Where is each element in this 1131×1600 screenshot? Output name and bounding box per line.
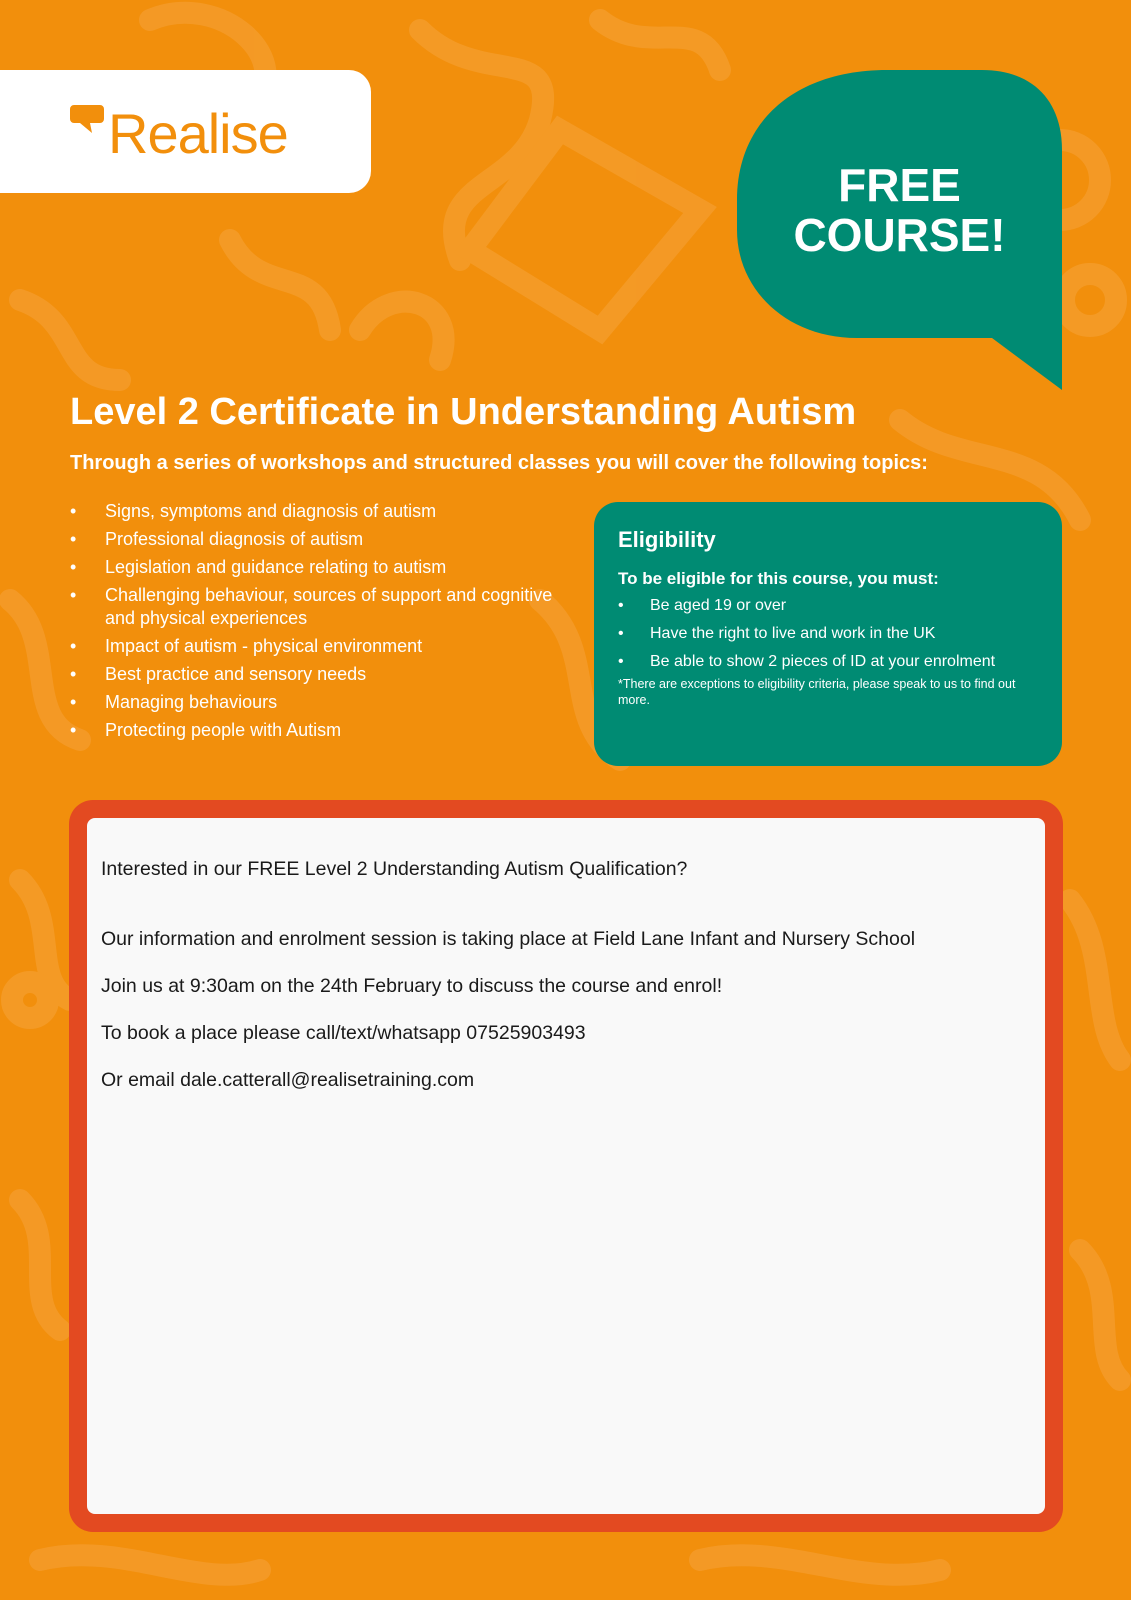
info-intro: Interested in our FREE Level 2 Understanding Autism Qualification? <box>101 858 688 880</box>
eligibility-lead: To be eligible for this course, you must: <box>618 569 939 588</box>
info-phone: To book a place please call/text/whatsapp 07525903493 <box>101 1022 586 1044</box>
topic-item: • Challenging behaviour, sources of support and cognitive and physical experiences <box>70 584 560 630</box>
eligibility-criterion: • Be aged 19 or over <box>618 596 1038 616</box>
topic-item: • Protecting people with Autism <box>70 719 560 742</box>
info-location: Our information and enrolment session is taking place at Field Lane Infant and Nursery School <box>101 928 916 950</box>
eligibility-criteria-list <box>618 596 1038 672</box>
eligibility-title: Eligibility <box>618 527 716 552</box>
topic-item: • Managing behaviours <box>70 691 560 714</box>
eligibility-criterion: • Be able to show 2 pieces of ID at your enrolment <box>618 652 1038 672</box>
badge-line-2: COURSE! <box>793 209 1006 261</box>
info-email: Or email dale.catterall@realisetraining.com <box>101 1069 475 1091</box>
topics-list <box>70 500 560 747</box>
brand-logo: Realise <box>108 102 288 165</box>
topic-item: • Best practice and sensory needs <box>70 663 560 686</box>
speech-bubble-logo-icon <box>70 105 104 133</box>
eligibility-note: *There are exceptions to eligibility criteria, please speak to us to find out more. <box>618 677 1016 707</box>
info-session-panel <box>87 818 1045 1514</box>
course-subtitle: Through a series of workshops and structured classes you will cover the following topics: <box>70 452 928 474</box>
eligibility-box <box>594 502 1062 766</box>
free-course-badge <box>737 160 1062 260</box>
info-date-time: Join us at 9:30am on the 24th February to discuss the course and enrol! <box>101 975 723 997</box>
topic-item: • Legislation and guidance relating to autism <box>70 556 560 579</box>
course-title: Level 2 Certificate in Understanding Autism <box>70 391 857 433</box>
badge-line-1: FREE <box>838 159 961 211</box>
topic-item: • Signs, symptoms and diagnosis of autism <box>70 500 560 523</box>
eligibility-criterion: • Have the right to live and work in the UK <box>618 624 1038 644</box>
topic-item: • Impact of autism - physical environment <box>70 635 560 658</box>
info-session-frame <box>69 800 1063 1532</box>
topic-item: • Professional diagnosis of autism <box>70 528 560 551</box>
